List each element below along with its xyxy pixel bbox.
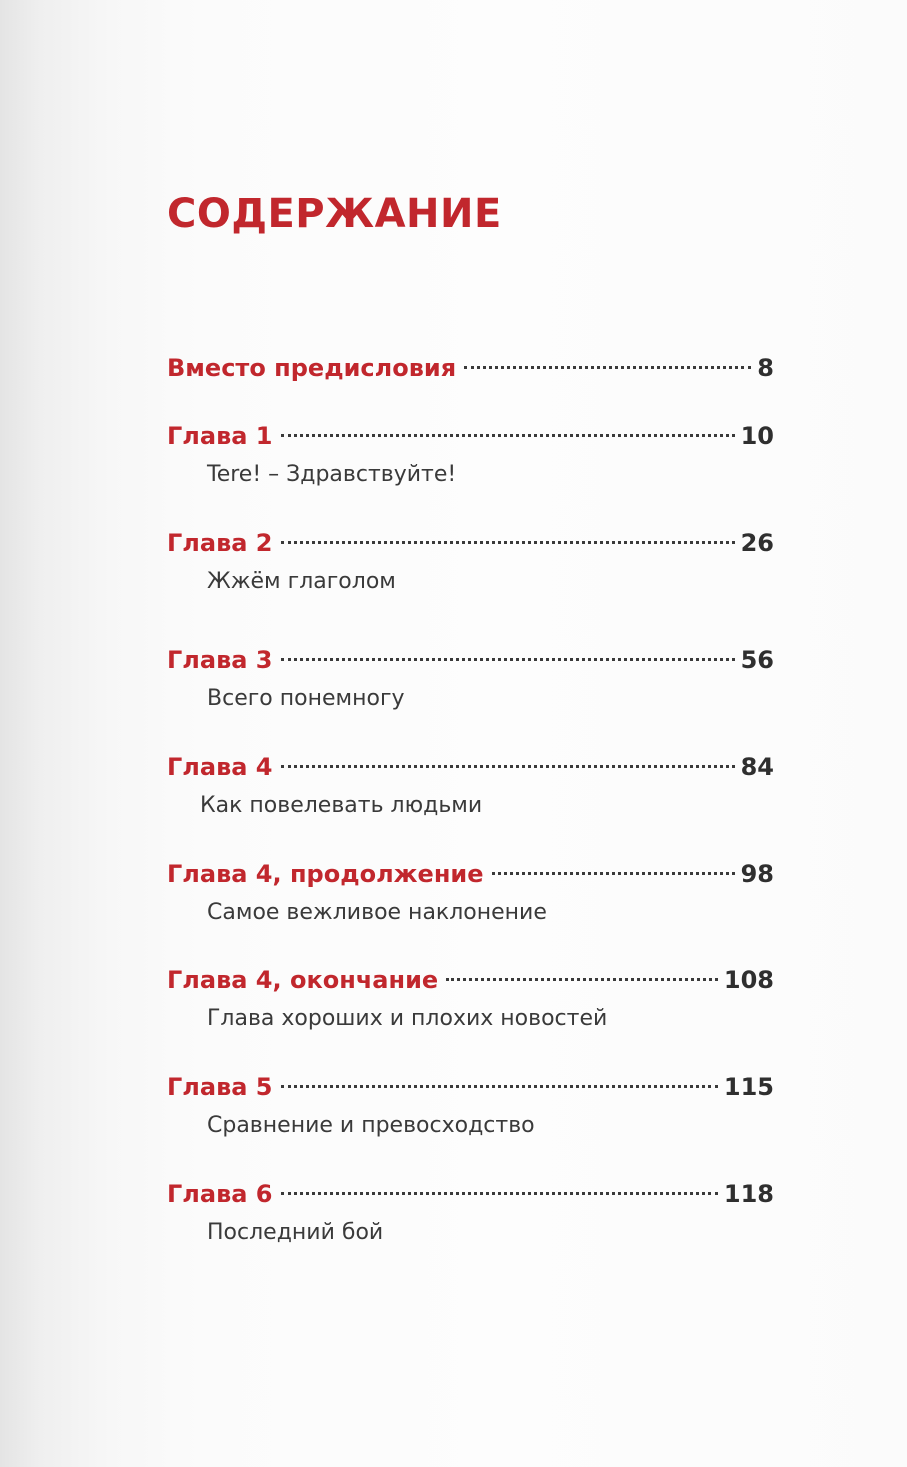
toc-entry-subtitle: Tere! – Здравствуйте! — [207, 462, 457, 487]
dot-leader — [281, 765, 735, 768]
toc-entry-chapter-2[interactable] — [167, 527, 774, 597]
dot-leader — [464, 366, 751, 369]
toc-entry-subtitle: Сравнение и превосходство — [207, 1113, 535, 1138]
page-title: СОДЕРЖАНИЕ — [167, 191, 502, 237]
toc-page-number: 10 — [740, 422, 774, 450]
toc-page-number: 108 — [723, 966, 774, 994]
dot-leader — [281, 658, 735, 661]
toc-entry-chapter-6[interactable] — [167, 1178, 774, 1248]
toc-page-number: 56 — [740, 646, 774, 674]
toc-page-number: 115 — [723, 1073, 774, 1101]
toc-entry-chapter-5[interactable] — [167, 1071, 774, 1141]
toc-entry-subtitle: Как повелевать людьми — [200, 793, 483, 818]
toc-entry-chapter-1[interactable] — [167, 420, 774, 490]
toc-entry-chapter-4-ending[interactable] — [167, 964, 774, 1034]
toc-page-number: 118 — [723, 1180, 774, 1208]
toc-entry-subtitle: Всего понемногу — [207, 686, 405, 711]
toc-entry-label: Глава 6 — [167, 1180, 273, 1208]
toc-entry-label: Глава 4, продолжение — [167, 860, 484, 888]
dot-leader — [281, 1085, 718, 1088]
toc-page-number: 84 — [740, 753, 774, 781]
toc-entry-label: Глава 4 — [167, 753, 273, 781]
toc-entry-chapter-3[interactable] — [167, 644, 774, 714]
toc-entry-chapter-4-continuation[interactable] — [167, 858, 774, 928]
dot-leader — [281, 434, 735, 437]
toc-entry-chapter-4[interactable] — [167, 751, 774, 821]
dot-leader — [281, 541, 735, 544]
toc-entry-label: Глава 2 — [167, 529, 273, 557]
toc-page-number: 26 — [740, 529, 774, 557]
dot-leader — [446, 978, 718, 981]
toc-entry-subtitle: Жжём глаголом — [207, 569, 396, 594]
toc-entry-label: Глава 3 — [167, 646, 273, 674]
toc-entry-preface[interactable] — [167, 352, 774, 384]
dot-leader — [492, 872, 735, 875]
toc-entry-label: Глава 1 — [167, 422, 273, 450]
dot-leader — [281, 1192, 718, 1195]
toc-entry-subtitle: Последний бой — [207, 1220, 384, 1245]
toc-entry-label: Глава 4, окончание — [167, 966, 439, 994]
toc-entry-subtitle: Глава хороших и плохих новостей — [207, 1006, 608, 1031]
toc-entry-subtitle: Самое вежливое наклонение — [207, 900, 547, 925]
toc-page-number: 8 — [757, 354, 774, 382]
toc-page-number: 98 — [740, 860, 774, 888]
toc-entry-label: Глава 5 — [167, 1073, 273, 1101]
toc-entry-label: Вместо предисловия — [167, 354, 457, 382]
